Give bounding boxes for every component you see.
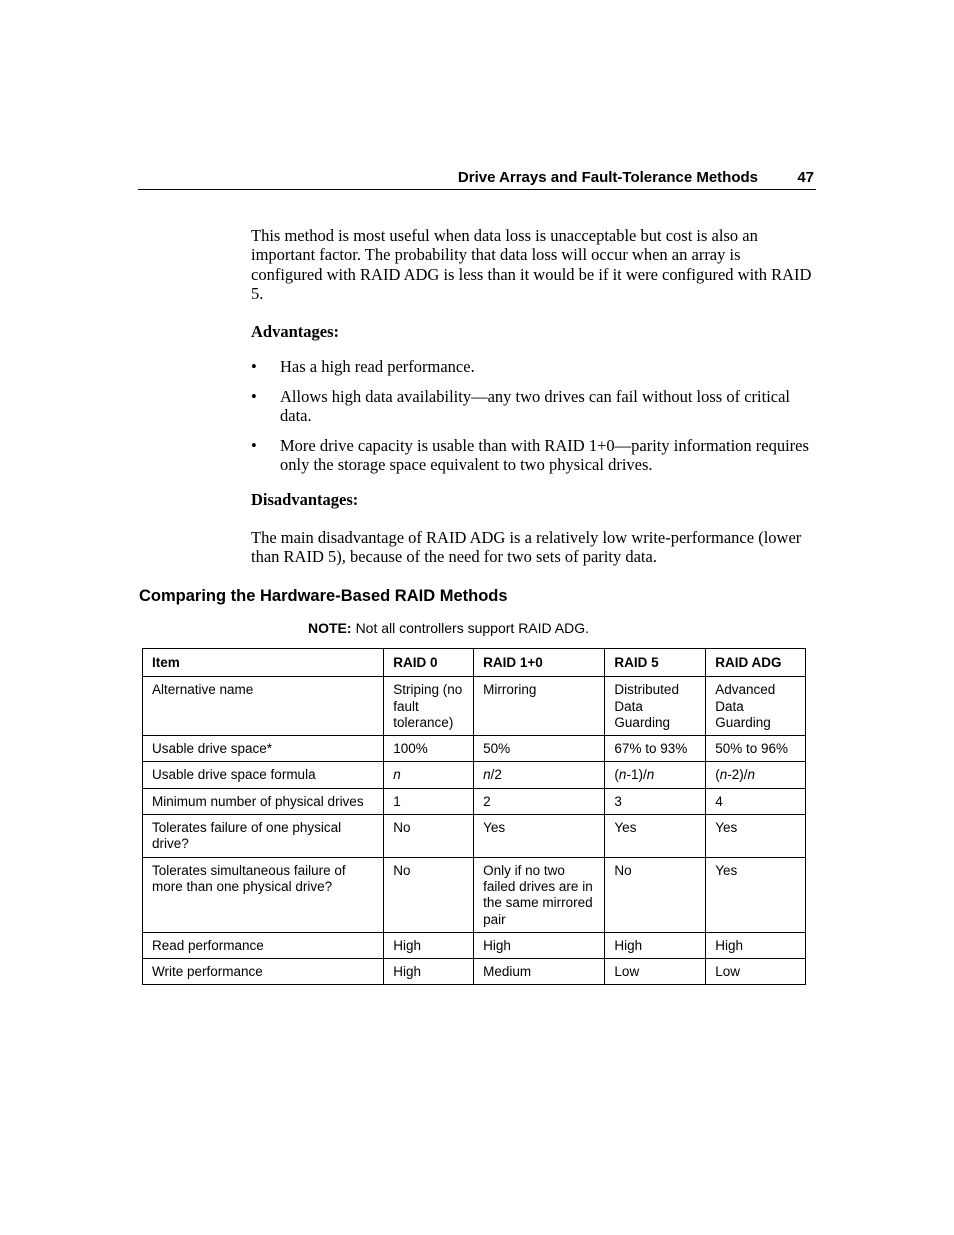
advantages-list: [251, 357, 816, 485]
table-cell: Yes: [706, 815, 806, 858]
table-cell: 50% to 96%: [706, 736, 806, 762]
table-row: [143, 857, 806, 932]
table-cell: Tolerates simultaneous failure of more than one physical drive?: [143, 857, 384, 932]
formula-cell: (n-2)/n: [706, 762, 806, 788]
formula-cell: n: [384, 762, 474, 788]
table-row: [143, 959, 806, 985]
table-cell: Usable drive space*: [143, 736, 384, 762]
table-cell: Alternative name: [143, 677, 384, 736]
column-header-item: Item: [143, 649, 384, 677]
bullet-icon: •: [251, 357, 257, 376]
list-item: [251, 387, 816, 426]
table-cell: No: [384, 857, 474, 932]
table-header-row: [143, 649, 806, 677]
table-cell: Medium: [474, 959, 605, 985]
table-cell: Distributed Data Guarding: [605, 677, 706, 736]
table-cell: Minimum number of physical drives: [143, 788, 384, 814]
table-row: [143, 932, 806, 958]
table-row: [143, 762, 806, 788]
table-cell: 3: [605, 788, 706, 814]
formula-cell: (n-1)/n: [605, 762, 706, 788]
table-cell: Usable drive space formula: [143, 762, 384, 788]
column-header-raid5: RAID 5: [605, 649, 706, 677]
table-cell: Yes: [474, 815, 605, 858]
table-cell: Tolerates failure of one physical drive?: [143, 815, 384, 858]
table-cell: 100%: [384, 736, 474, 762]
list-item: [251, 436, 816, 475]
column-header-raidadg: RAID ADG: [706, 649, 806, 677]
intro-paragraph: This method is most useful when data loss is unacceptable but cost is also an important factor. The probability that data loss will occur when an array is configured with RAID ADG is less than it would be if it were configured with RAID 5.: [251, 226, 812, 303]
table-cell: Write performance: [143, 959, 384, 985]
advantages-heading: Advantages:: [251, 322, 340, 341]
column-header-raid0: RAID 0: [384, 649, 474, 677]
table-cell: 4: [706, 788, 806, 814]
page-number: 47: [797, 169, 814, 186]
formula-cell: n/2: [474, 762, 605, 788]
table-cell: High: [706, 932, 806, 958]
raid-comparison-table: [142, 648, 806, 985]
note: [308, 620, 589, 636]
table-row: [143, 677, 806, 736]
table-cell: 50%: [474, 736, 605, 762]
table-row: [143, 815, 806, 858]
disadvantages-heading: Disadvantages:: [251, 490, 359, 509]
table-cell: Striping (no fault tolerance): [384, 677, 474, 736]
note-label: NOTE:: [308, 620, 352, 636]
page-header: [138, 168, 816, 190]
table-cell: 2: [474, 788, 605, 814]
list-item-text: More drive capacity is usable than with RAID 1+0—parity information requires only the storage space equivalent to two physical drives.: [280, 435, 809, 475]
table-cell: High: [605, 932, 706, 958]
note-text: Not all controllers support RAID ADG.: [355, 620, 589, 636]
list-item-text: Allows high data availability—any two drives can fail without loss of critical data.: [280, 386, 791, 426]
table-cell: No: [384, 815, 474, 858]
table-cell: Low: [706, 959, 806, 985]
table-cell: Only if no two failed drives are in the same mirrored pair: [474, 857, 605, 932]
table-cell: Low: [605, 959, 706, 985]
table-cell: Read performance: [143, 932, 384, 958]
table-cell: High: [384, 932, 474, 958]
table-cell: High: [384, 959, 474, 985]
table-cell: No: [605, 857, 706, 932]
table-row: [143, 736, 806, 762]
table-cell: Yes: [706, 857, 806, 932]
table-cell: Advanced Data Guarding: [706, 677, 806, 736]
running-title: Drive Arrays and Fault-Tolerance Methods: [457, 169, 758, 186]
table-cell: High: [474, 932, 605, 958]
table-cell: Mirroring: [474, 677, 605, 736]
bullet-icon: •: [251, 435, 257, 455]
list-item-text: Has a high read performance.: [280, 357, 475, 376]
table-cell: 67% to 93%: [605, 736, 706, 762]
table-cell: 1: [384, 788, 474, 814]
table-cell: Yes: [605, 815, 706, 858]
section-heading: Comparing the Hardware-Based RAID Methods: [139, 587, 508, 605]
bullet-icon: •: [251, 386, 257, 406]
column-header-raid10: RAID 1+0: [474, 649, 605, 677]
table-row: [143, 788, 806, 814]
list-item: [251, 357, 816, 376]
disadvantages-paragraph: The main disadvantage of RAID ADG is a relatively low write-performance (lower than RAID 5), because of the need for two sets of parity data.: [251, 528, 802, 567]
